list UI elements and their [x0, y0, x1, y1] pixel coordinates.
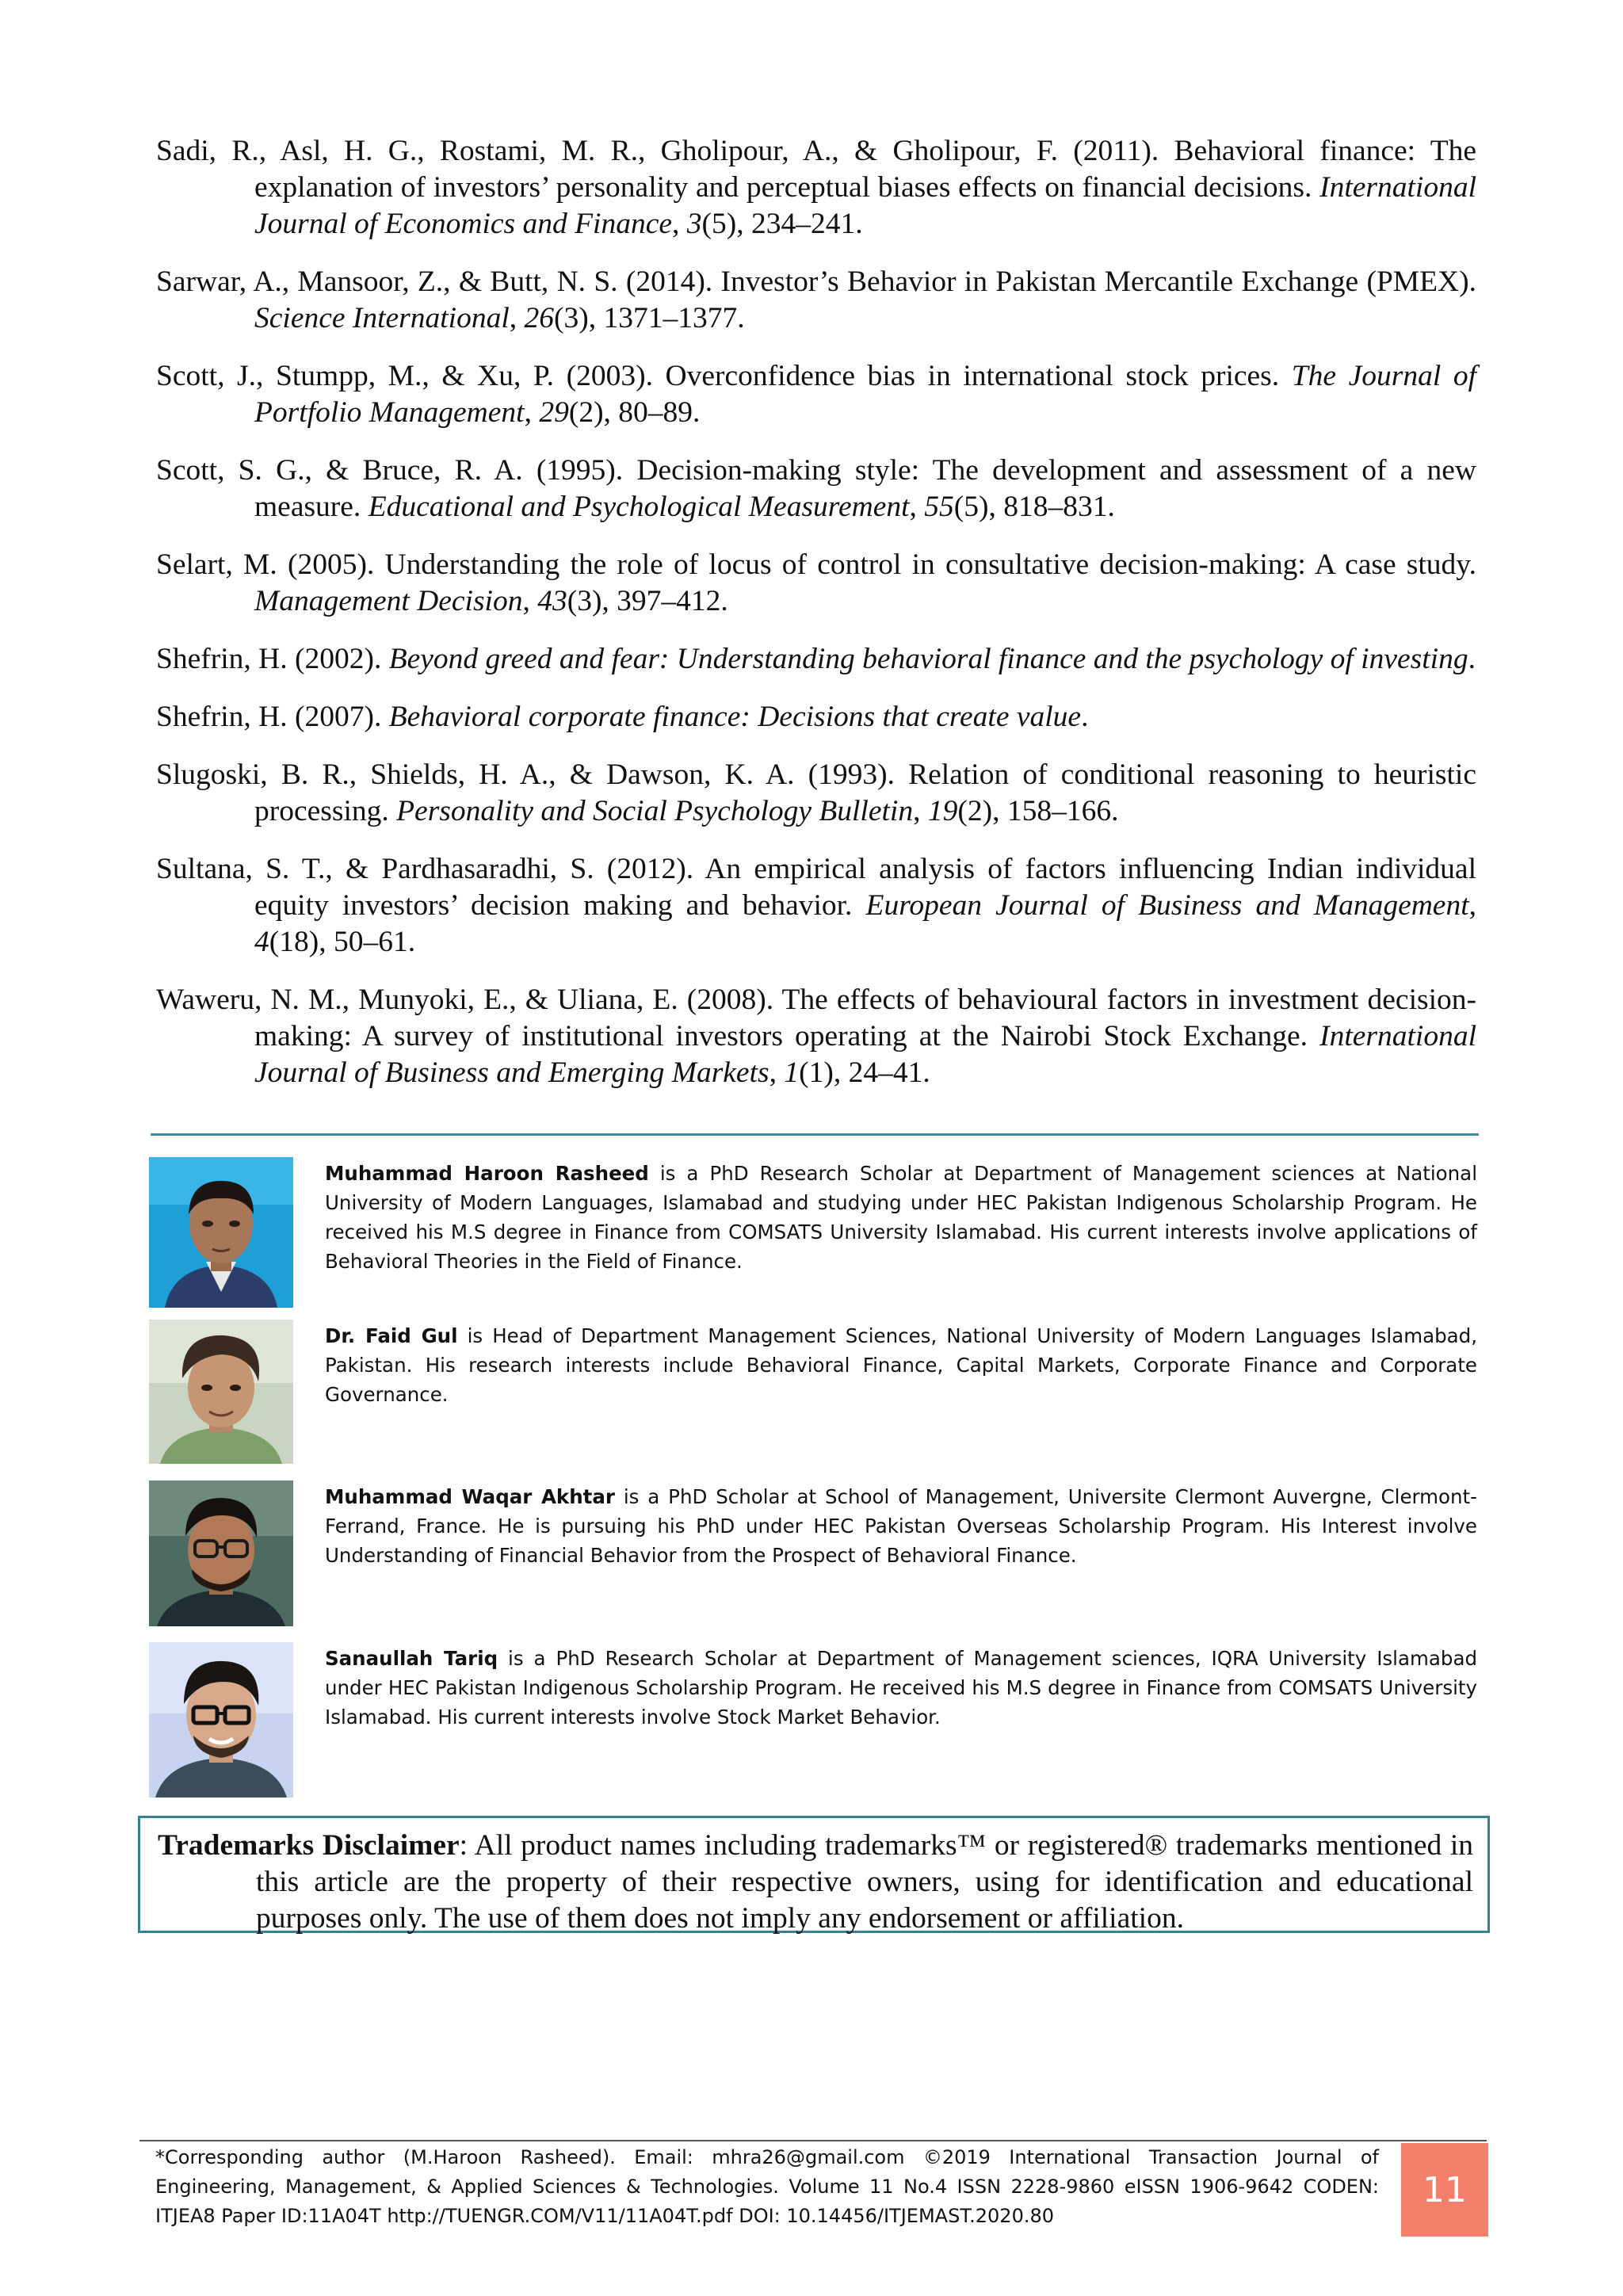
author-block: [149, 1642, 1479, 1801]
reference-item: Sarwar, A., Mansoor, Z., & Butt, N. S. (2014). Investor’s Behavior in Pakistan Mercantile Exchange (PMEX). Science International, 26(3), 1371–1377.: [156, 266, 1476, 334]
author-block: [149, 1480, 1479, 1631]
author-block: [149, 1157, 1479, 1311]
reference-item: Shefrin, H. (2002). Beyond greed and fear: Understanding behavioral finance and the psychology of investing.: [156, 643, 1476, 675]
reference-list: [156, 133, 1476, 1113]
author-block: [149, 1320, 1479, 1470]
disclaimer-text: Trademarks Disclaimer: All product names including trademarks™ or registered® trademarks mentioned in this article are the property of their respective owners, using for identification and educational purposes only. The use of them does not imply any endorsement or affiliation.: [158, 1829, 1473, 1935]
author-bio: Dr. Faid Gul is Head of Department Management Sciences, National University of Modern Languages Islamabad, Pakistan. His research interests include Behavioral Finance, Capital Markets, Corporate Finance and Corporate Governance.: [325, 1324, 1477, 1406]
section-divider: [151, 1133, 1479, 1136]
disclaimer-label: Trademarks Disclaimer: [158, 1829, 460, 1862]
author-bio: Muhammad Waqar Akhtar is a PhD Scholar at School of Management, Universite Clermont Auvergne, Clermont-Ferrand, France. He is pursuing his PhD under HEC Pakistan Overseas Scholarship Program. His Interest involve Understanding of Financial Behavior from the Prospect of Behavioral Finance.: [325, 1485, 1477, 1567]
reference-item: Slugoski, B. R., Shields, H. A., & Dawson, K. A. (1993). Relation of conditional reasoning to heuristic processing. Personality and Social Psychology Bulletin, 19(2), 158–166.: [156, 758, 1476, 827]
author-bio: Sanaullah Tariq is a PhD Research Scholar at Department of Management sciences, IQRA University Islamabad under HEC Pakistan Indigenous Scholarship Program. He received his M.S degree in Finance from COMSATS University Islamabad. His current interests involve Stock Market Behavior.: [325, 1647, 1478, 1729]
page-number-badge: 11: [1401, 2143, 1488, 2237]
reference-item: Scott, S. G., & Bruce, R. A. (1995). Decision-making style: The development and assessment of a new measure. Educational and Psychological Measurement, 55(5), 818–831.: [156, 454, 1476, 523]
trademarks-disclaimer: [138, 1816, 1490, 1933]
reference-item: Sadi, R., Asl, H. G., Rostami, M. R., Gholipour, A., & Gholipour, F. (2011). Behavioral finance: The explanation of investors’ personality and perceptual biases effects on financial decisions. International Journal of Economics and Finance, 3(5), 234–241.: [156, 135, 1476, 240]
reference-item: Shefrin, H. (2007). Behavioral corporate finance: Decisions that create value.: [156, 701, 1089, 733]
author-photo: [149, 1642, 293, 1797]
reference-item: Sultana, S. T., & Pardhasaradhi, S. (2012). An empirical analysis of factors influencing Indian individual equity investors’ decision making and behavior. European Journal of Business and Management, 4(18), 50–61.: [156, 853, 1476, 958]
reference-item: Scott, J., Stumpp, M., & Xu, P. (2003). Overconfidence bias in international stock prices. The Journal of Portfolio Management, 29(2), 80–89.: [156, 360, 1477, 429]
footer-divider: [139, 2140, 1487, 2141]
footer-citation: *Corresponding author (M.Haroon Rasheed). Email: mhra26@gmail.com ©2019 International Transaction Journal of Engineering, Management, & Applied Sciences & Technologies. Volume 11 No.4 ISSN 2228-9860 eISSN 1906-9642 CODEN: ITJEA8 Paper ID:11A04T http://TUENGR.COM/V11/11A04T.pdf DOI: 10.14456/ITJEMAST.2020.80: [155, 2146, 1379, 2227]
reference-item: Selart, M. (2005). Understanding the role of locus of control in consultative decision-making: A case study. Management Decision, 43(3), 397–412.: [156, 548, 1476, 617]
author-bio: Muhammad Haroon Rasheed is a PhD Research Scholar at Department of Management sciences at National University of Modern Languages, Islamabad and studying under HEC Pakistan Indigenous Scholarship Program. He received his M.S degree in Finance from COMSATS University Islamabad. His current interests involve applications of Behavioral Theories in the Field of Finance.: [325, 1162, 1478, 1273]
reference-item: Waweru, N. M., Munyoki, E., & Uliana, E. (2008). The effects of behavioural factors in investment decision-making: A survey of institutional investors operating at the Nairobi Stock Exchange. International Journal of Business and Emerging Markets, 1(1), 24–41.: [156, 984, 1476, 1089]
author-photo: [149, 1480, 293, 1626]
author-photo: [149, 1157, 293, 1308]
author-photo: [149, 1320, 293, 1464]
